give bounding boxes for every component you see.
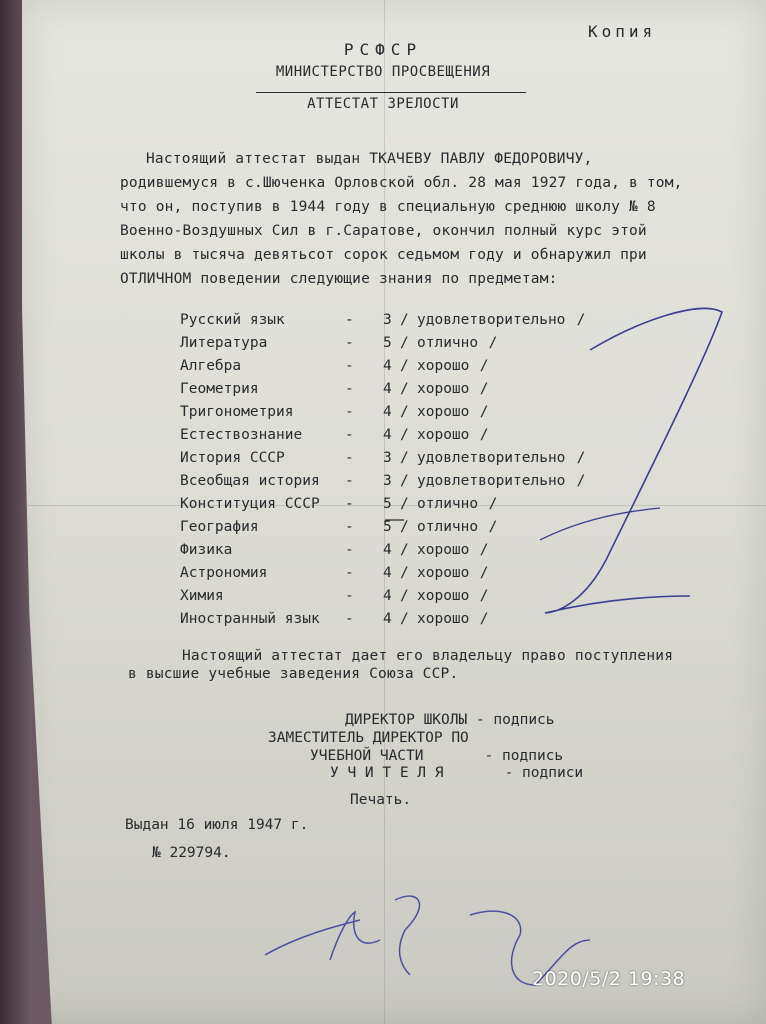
grade-score: 4 <box>383 358 392 374</box>
grade-dash: - <box>345 542 354 558</box>
grade-dash: - <box>345 404 354 420</box>
grade-dash: - <box>345 450 354 466</box>
grade-slash: / <box>479 565 489 581</box>
grade-score: 4 <box>383 381 392 397</box>
grade-subject: Алгебра <box>180 358 242 374</box>
grade-word: отлично <box>417 519 479 535</box>
grade-subject: Конституция СССР <box>180 496 320 512</box>
intro-line: Настоящий аттестат выдан ТКАЧЕВУ ПАВЛУ ФЕДОРОВИЧУ, <box>146 151 593 167</box>
grade-subject: Тригонометрия <box>180 404 294 420</box>
grade-word: хорошо <box>417 381 470 397</box>
grade-slash: / <box>488 519 498 535</box>
grade-slash: / <box>400 611 409 627</box>
director-signature-line: ДИРЕКТОР ШКОЛЫ - подпись <box>345 712 555 728</box>
grade-dash: - <box>345 427 354 443</box>
grade-dash: - <box>345 611 354 627</box>
grade-subject: Русский язык <box>180 312 285 328</box>
grade-slash: / <box>488 335 498 351</box>
grade-word: отлично <box>417 335 479 351</box>
grade-subject: Естествознание <box>180 427 303 443</box>
grade-dash: - <box>345 358 354 374</box>
grade-word: удовлетворительно <box>417 312 566 328</box>
grade-word: хорошо <box>417 542 470 558</box>
grade-slash: / <box>479 611 489 627</box>
grade-score: 3 <box>383 450 392 466</box>
grade-slash: / <box>400 473 409 489</box>
grade-word: хорошо <box>417 565 470 581</box>
grade-dash: - <box>345 519 354 535</box>
grade-slash: / <box>400 358 409 374</box>
grade-subject: История СССР <box>180 450 285 466</box>
intro-line: школы в тысяча девятьсот сорок седьмом году и обнаружил при <box>120 247 647 263</box>
grade-slash: / <box>400 519 409 535</box>
intro-line: Военно-Воздушных Сил в г.Саратове, окончил полный курс этой <box>120 223 647 239</box>
grade-subject: Физика <box>180 542 233 558</box>
grade-word: хорошо <box>417 427 470 443</box>
closing-line: Настоящий аттестат дает его владельцу право поступления <box>182 648 674 664</box>
grade-subject: Литература <box>180 335 268 351</box>
grade-score: 4 <box>383 404 392 420</box>
grade-subject: Астрономия <box>180 565 268 581</box>
grade-slash: / <box>479 358 489 374</box>
grade-subject: Иностранный язык <box>180 611 320 627</box>
grade-slash: / <box>400 542 409 558</box>
seal-label: Печать. <box>350 792 412 808</box>
grade-slash: / <box>479 542 489 558</box>
grade-score: 4 <box>383 565 392 581</box>
ministry-heading: МИНИСТЕРСТВО ПРОСВЕЩЕНИЯ <box>275 64 491 80</box>
grade-word: хорошо <box>417 404 470 420</box>
grade-slash: / <box>576 450 586 466</box>
grade-dash: - <box>345 588 354 604</box>
pen-stroke <box>540 508 660 540</box>
intro-line: ОТЛИЧНОМ поведении следующие знания по предметам: <box>120 271 558 287</box>
grade-word: хорошо <box>417 611 470 627</box>
grade-slash: / <box>479 427 489 443</box>
grade-dash: - <box>345 565 354 581</box>
grade-slash: / <box>400 381 409 397</box>
grade-word: удовлетворительно <box>417 473 566 489</box>
grade-slash: / <box>400 496 409 512</box>
grade-dash: - <box>345 473 354 489</box>
grade-subject: Химия <box>180 588 224 604</box>
grade-slash: / <box>400 404 409 420</box>
deputy-title-line: ЗАМЕСТИТЕЛЬ ДИРЕКТОР ПО <box>268 730 469 746</box>
grade-score: 3 <box>383 312 392 328</box>
grade-slash: / <box>400 588 409 604</box>
grade-subject: География <box>180 519 259 535</box>
teachers-signature-line: У Ч И Т Е Л Я - подписи <box>330 765 584 781</box>
pen-grade-mark <box>545 308 722 613</box>
grade-word: отлично <box>417 496 479 512</box>
grade-score: 5 <box>383 496 392 512</box>
grade-score: 4 <box>383 542 392 558</box>
certificate-number: № 229794. <box>152 845 231 861</box>
grade-dash: - <box>345 335 354 351</box>
grade-subject: Геометрия <box>180 381 259 397</box>
grade-slash: / <box>479 404 489 420</box>
grade-dash: - <box>345 381 354 397</box>
grade-slash: / <box>400 450 409 466</box>
grade-score: 3 <box>383 473 392 489</box>
grade-score: 4 <box>383 588 392 604</box>
issue-date: Выдан 16 июля 1947 г. <box>125 817 309 833</box>
grade-score: 5 <box>383 519 392 535</box>
grade-word: хорошо <box>417 358 470 374</box>
grade-score: 5 <box>383 335 392 351</box>
grade-dash: - <box>345 496 354 512</box>
grade-slash: / <box>576 312 586 328</box>
intro-line: родившемуся в с.Шюченка Орловской обл. 28 мая 1927 года, в том, <box>120 175 683 191</box>
intro-line: что он, поступив в 1944 году в специальную среднюю школу № 8 <box>120 199 656 215</box>
grade-subject: Всеобщая история <box>180 473 320 489</box>
grade-slash: / <box>400 565 409 581</box>
grade-slash: / <box>488 496 498 512</box>
closing-line: в высшие учебные заведения Союза ССР. <box>128 666 459 682</box>
grade-slash: / <box>576 473 586 489</box>
republic-heading: РСФСР <box>343 40 423 59</box>
grade-score: 4 <box>383 611 392 627</box>
grade-slash: / <box>400 312 409 328</box>
photo-timestamp: 2020/5/2 19:38 <box>532 968 686 990</box>
grade-slash: / <box>479 588 489 604</box>
grade-word: удовлетворительно <box>417 450 566 466</box>
copy-mark: Копия <box>588 22 657 41</box>
grade-slash: / <box>400 335 409 351</box>
document-title: АТТЕСТАТ ЗРЕЛОСТИ <box>307 96 459 112</box>
deputy-signature-line: УЧЕБНОЙ ЧАСТИ - подпись <box>310 748 564 764</box>
grade-slash: / <box>400 427 409 443</box>
grade-word: хорошо <box>417 588 470 604</box>
grade-slash: / <box>479 381 489 397</box>
grade-dash: - <box>345 312 354 328</box>
grade-score: 4 <box>383 427 392 443</box>
